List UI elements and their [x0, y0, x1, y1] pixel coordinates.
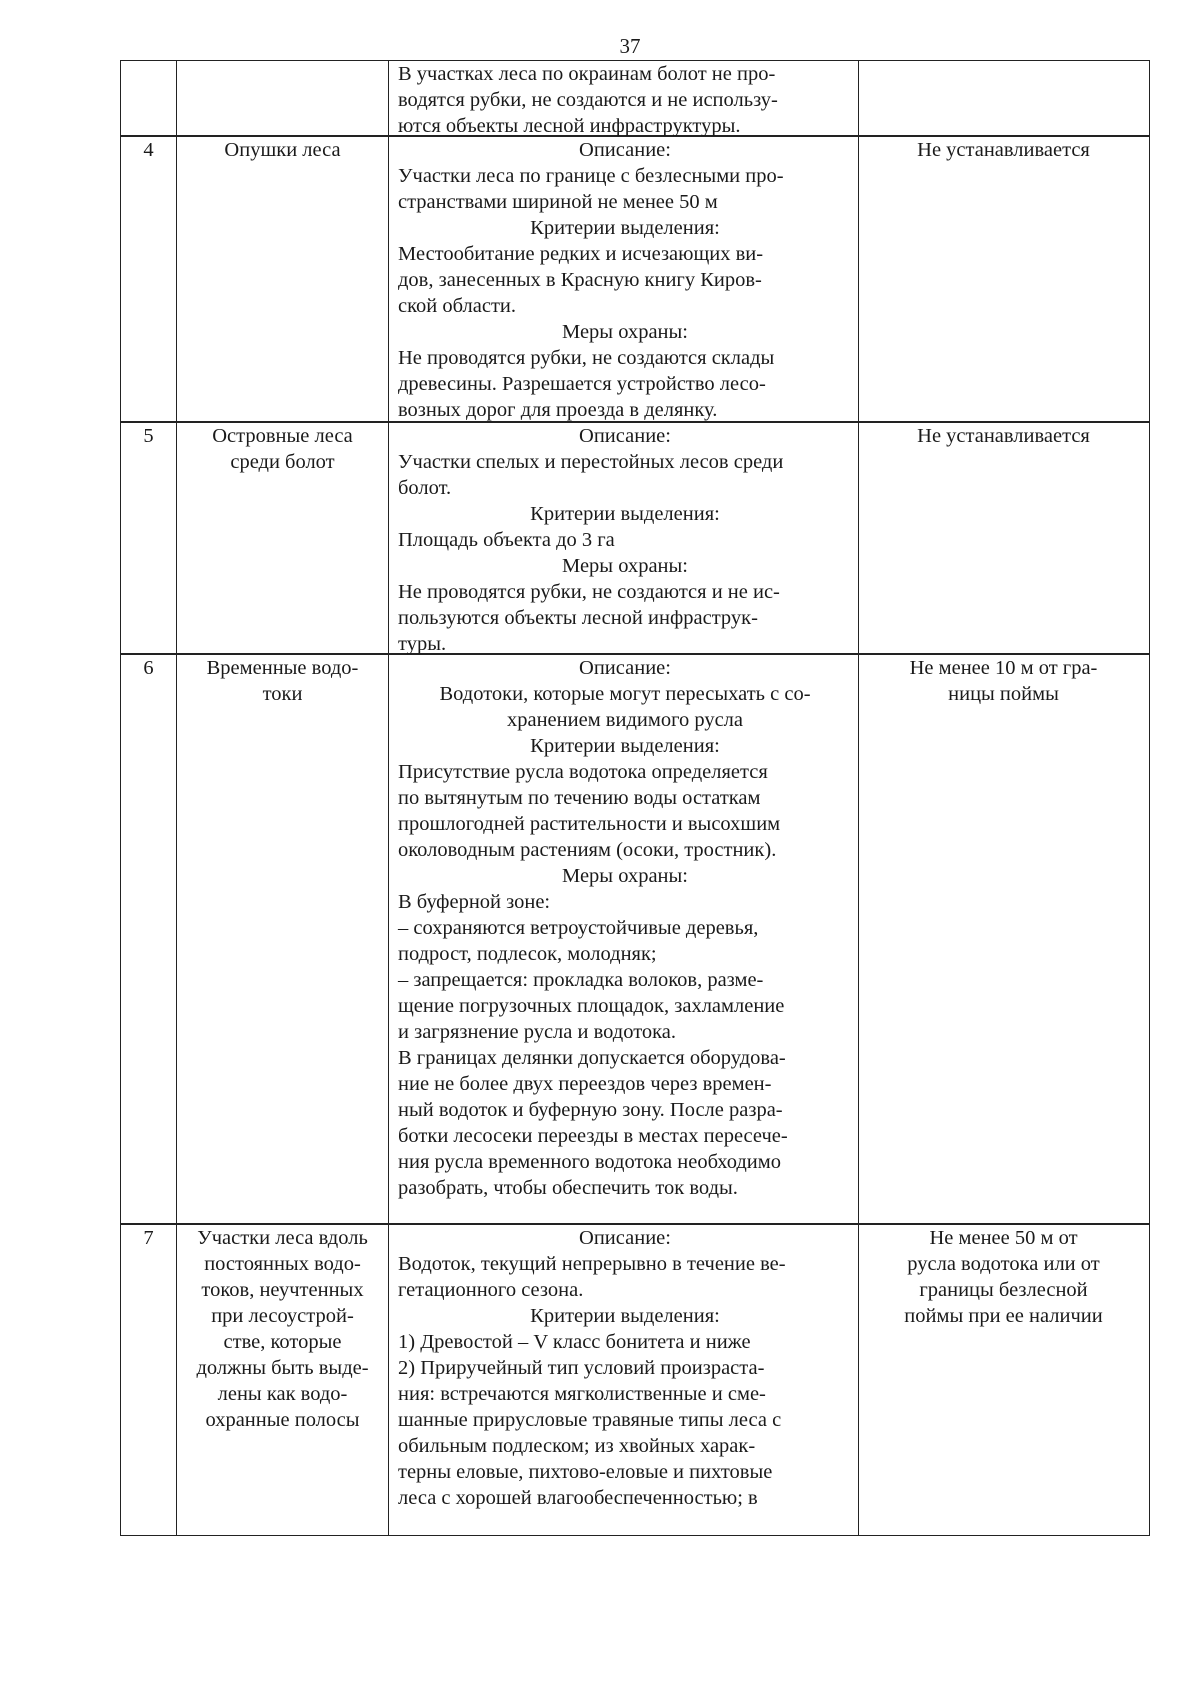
description-line: гетационного сезона. — [398, 1279, 584, 1301]
description-heading: Водотоки, которые могут пересыхать с со- — [439, 683, 811, 705]
description-line: ный водоток и буферную зону. После разра- — [398, 1099, 783, 1121]
object-name-line: постоянных водо- — [204, 1253, 361, 1275]
object-name-cell — [177, 423, 389, 653]
description-line: прошлогодней растительности и высохшим — [398, 813, 781, 835]
row-number-cell — [121, 1225, 177, 1535]
description-line: ния: встречаются мягколиственные и сме- — [398, 1383, 766, 1405]
description-line: леса с хорошей влагообеспеченностью; в — [398, 1487, 758, 1509]
description-heading: Критерии выделения: — [530, 217, 720, 239]
object-name-line: Опушки леса — [224, 139, 341, 161]
object-name-line: при лесоустрой- — [211, 1305, 354, 1327]
object-name-line: охранные полосы — [205, 1409, 360, 1431]
buffer-zone-cell — [859, 1225, 1148, 1535]
description-cell — [389, 1225, 859, 1535]
row-number: 4 — [143, 139, 154, 161]
description-heading: Описание: — [579, 425, 671, 447]
table-row — [120, 422, 1150, 654]
description-heading: Меры охраны: — [562, 321, 688, 343]
description-line: ской области. — [398, 295, 517, 317]
description-line: ются объекты лесной инфраструктуры. — [398, 115, 741, 137]
description-line: водятся рубки, не создаются и не использу- — [398, 89, 778, 111]
description-line: шанные прирусловые травяные типы леса с — [398, 1409, 782, 1431]
description-line: подрост, подлесок, молодняк; — [398, 943, 657, 965]
description-line: странствами шириной не менее 50 м — [398, 191, 718, 213]
description-line: В границах делянки допускается оборудова- — [398, 1047, 786, 1069]
object-name-line: Временные водо- — [206, 657, 359, 679]
description-cell — [389, 423, 859, 653]
description-line: болот. — [398, 477, 452, 499]
row-number: 5 — [143, 425, 154, 447]
table-row — [120, 60, 1150, 136]
description-line: Местообитание редких и исчезающих ви- — [398, 243, 764, 265]
description-line: древесины. Разрешается устройство лесо- — [398, 373, 766, 395]
row-number-cell — [121, 61, 177, 135]
description-line: – запрещается: прокладка волоков, разме- — [398, 969, 764, 991]
description-heading: Описание: — [579, 1227, 671, 1249]
description-heading: Критерии выделения: — [530, 1305, 720, 1327]
description-line: ботки лесосеки переезды в местах пересече- — [398, 1125, 788, 1147]
description-line: Участки леса по границе с безлесными про- — [398, 165, 784, 187]
buffer-zone-line: русла водотока или от — [907, 1253, 1100, 1275]
object-name-line: токи — [262, 683, 303, 705]
description-line: и загрязнение русла и водотока. — [398, 1021, 677, 1043]
buffer-zone-cell — [859, 655, 1148, 1223]
buffer-zone-line: поймы при ее наличии — [904, 1305, 1103, 1327]
description-line: Водоток, текущий непрерывно в течение ве- — [398, 1253, 786, 1275]
description-line: по вытянутым по течению воды остаткам — [398, 787, 761, 809]
description-heading: Критерии выделения: — [530, 735, 720, 757]
description-line: – сохраняются ветроустойчивые деревья, — [398, 917, 759, 939]
buffer-zone-line: границы безлесной — [919, 1279, 1088, 1301]
description-heading: Меры охраны: — [562, 865, 688, 887]
description-cell — [389, 61, 859, 135]
description-line: разобрать, чтобы обеспечить ток воды. — [398, 1177, 738, 1199]
description-line: околоводным растениям (осоки, тростник). — [398, 839, 777, 861]
page-number: 37 — [619, 34, 641, 58]
row-number: 6 — [143, 657, 154, 679]
description-heading: хранением видимого русла — [506, 709, 743, 731]
description-line: ние не более двух переездов через времен- — [398, 1073, 772, 1095]
row-number-cell — [121, 423, 177, 653]
description-line: обильным подлеском; из хвойных харак- — [398, 1435, 756, 1457]
description-line: Не проводятся рубки, не создаются и не ис- — [398, 581, 780, 603]
description-line: возных дорог для проезда в делянку. — [398, 399, 718, 421]
table-row — [120, 1224, 1150, 1536]
buffer-zone-cell — [859, 423, 1148, 653]
object-name-cell — [177, 61, 389, 135]
description-heading: Описание: — [579, 657, 671, 679]
buffer-zone-line: ницы поймы — [948, 683, 1059, 705]
description-heading: Описание: — [579, 139, 671, 161]
description-line: 2) Приручейный тип условий произраста- — [398, 1357, 765, 1379]
description-cell — [389, 655, 859, 1223]
row-number: 7 — [143, 1227, 154, 1249]
description-line: В буферной зоне: — [398, 891, 551, 913]
description-line: терны еловые, пихтово-еловые и пихтовые — [398, 1461, 773, 1483]
description-heading: Меры охраны: — [562, 555, 688, 577]
object-name-cell — [177, 655, 389, 1223]
object-name-line: токов, неучтенных — [201, 1279, 364, 1301]
description-line: пользуются объекты лесной инфраструк- — [398, 607, 758, 629]
table-row — [120, 136, 1150, 422]
object-name-line: Островные леса — [212, 425, 353, 447]
table-row — [120, 654, 1150, 1224]
description-line: 1) Древостой – V класс бонитета и ниже — [398, 1331, 751, 1353]
description-line: Присутствие русла водотока определяется — [398, 761, 768, 783]
description-line: В участках леса по окраинам болот не про- — [398, 63, 776, 85]
description-line: Не проводятся рубки, не создаются склады — [398, 347, 775, 369]
object-name-line: должны быть выде- — [196, 1357, 369, 1379]
buffer-zone-line: Не менее 10 м от гра- — [909, 657, 1098, 679]
description-cell — [389, 137, 859, 421]
row-number-cell — [121, 655, 177, 1223]
description-line: Площадь объекта до 3 га — [398, 529, 615, 551]
object-name-line: лены как водо- — [217, 1383, 348, 1405]
object-name-line: стве, которые — [223, 1331, 342, 1353]
buffer-zone-line: Не устанавливается — [917, 425, 1090, 447]
buffer-zone-line: Не устанавливается — [917, 139, 1090, 161]
object-name-cell — [177, 137, 389, 421]
object-name-cell — [177, 1225, 389, 1535]
buffer-zone-cell — [859, 61, 1148, 135]
buffer-zone-line: Не менее 50 м от — [929, 1227, 1078, 1249]
description-heading: Критерии выделения: — [530, 503, 720, 525]
row-number-cell — [121, 137, 177, 421]
buffer-zone-cell — [859, 137, 1148, 421]
description-line: дов, занесенных в Красную книгу Киров- — [398, 269, 762, 291]
object-name-line: среди болот — [230, 451, 335, 473]
object-name-line: Участки леса вдоль — [197, 1227, 368, 1249]
description-line: ния русла временного водотока необходимо — [398, 1151, 781, 1173]
description-line: туры. — [398, 633, 447, 655]
description-line: щение погрузочных площадок, захламление — [398, 995, 785, 1017]
description-line: Участки спелых и перестойных лесов среди — [398, 451, 784, 473]
